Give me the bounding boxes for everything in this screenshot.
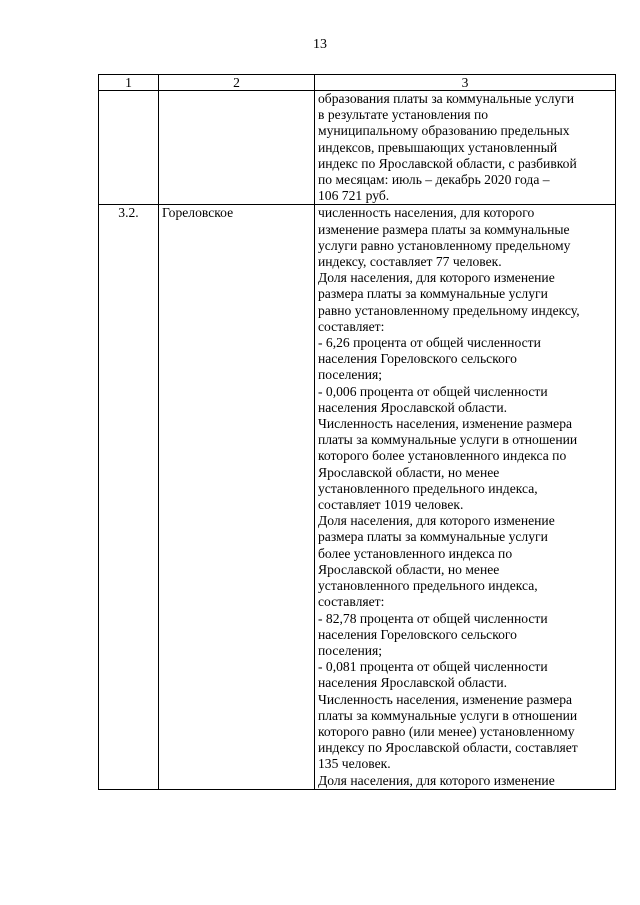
description-line: населения Ярославской области. bbox=[318, 675, 508, 691]
description-line: изменение размера платы за коммунальные bbox=[318, 221, 570, 237]
description-line: по месяцам: июль – декабрь 2020 года – bbox=[318, 172, 550, 188]
description-line: поселения; bbox=[318, 642, 383, 658]
description-line: 106 721 руб. bbox=[318, 188, 390, 204]
municipality-name-cell: Гореловское bbox=[159, 205, 315, 789]
description-line: - 6,26 процента от общей численности bbox=[318, 335, 541, 351]
description-line: населения Ярославской области. bbox=[318, 399, 508, 415]
description-line: населения Гореловского сельского bbox=[318, 351, 517, 367]
description-line: индексу, составляет 77 человек. bbox=[318, 254, 502, 270]
description-line: равно установленному предельному индексу, bbox=[318, 302, 580, 318]
description-line: Численность населения, изменение размера bbox=[318, 691, 573, 707]
description-line: установленного предельного индекса, bbox=[318, 578, 538, 594]
description-line: которого равно (или менее) установленному bbox=[318, 723, 575, 739]
description-line: более установленного индекса по bbox=[318, 545, 513, 561]
page-number: 13 bbox=[313, 37, 327, 52]
description-cell bbox=[315, 91, 616, 205]
description-line: 135 человек. bbox=[318, 756, 391, 772]
description-cell bbox=[315, 205, 616, 789]
description-line: размера платы за коммунальные услуги bbox=[318, 529, 548, 545]
column-header-2: 2 bbox=[159, 75, 315, 91]
column-header-1: 1 bbox=[99, 75, 159, 91]
description-line: индексу по Ярославской области, составляет bbox=[318, 740, 578, 756]
description-line: - 0,081 процента от общей численности bbox=[318, 659, 548, 675]
description-line: индексов, превышающих установленный bbox=[318, 139, 558, 155]
description-line: численность населения, для которого bbox=[318, 205, 535, 221]
description-line: составляет: bbox=[318, 318, 385, 334]
description-line: установленного предельного индекса, bbox=[318, 480, 538, 496]
description-line: Ярославской области, но менее bbox=[318, 561, 500, 577]
description-line: которого более установленного индекса по bbox=[318, 448, 567, 464]
description-line: образования платы за коммунальные услуги bbox=[318, 91, 575, 106]
description-line: платы за коммунальные услуги в отношении bbox=[318, 707, 578, 723]
row-number-cell bbox=[99, 91, 159, 205]
description-line: муниципальному образованию предельных bbox=[318, 123, 570, 139]
description-line: размера платы за коммунальные услуги bbox=[318, 286, 548, 302]
description-line: населения Гореловского сельского bbox=[318, 626, 517, 642]
description-line: Доля населения, для которого изменение bbox=[318, 513, 555, 529]
description-line: платы за коммунальные услуги в отношении bbox=[318, 432, 578, 448]
description-line: Численность населения, изменение размера bbox=[318, 416, 573, 432]
description-line: в результате установления по bbox=[318, 107, 489, 123]
municipality-name-cell bbox=[159, 91, 315, 205]
description-line: Ярославской области, но менее bbox=[318, 464, 500, 480]
table-header-row bbox=[99, 75, 616, 91]
description-line: составляет: bbox=[318, 594, 385, 610]
row-number-cell: 3.2. bbox=[99, 205, 159, 789]
table-row bbox=[99, 91, 616, 205]
description-line: составляет 1019 человек. bbox=[318, 497, 464, 513]
description-line: индекс по Ярославской области, с разбивкой bbox=[318, 155, 577, 171]
description-line: Доля населения, для которого изменение bbox=[318, 772, 555, 788]
description-line: - 0,006 процента от общей численности bbox=[318, 383, 548, 399]
description-line: услуги равно установленному предельному bbox=[318, 237, 571, 253]
column-header-3: 3 bbox=[315, 75, 616, 91]
table-row bbox=[99, 205, 616, 789]
description-line: - 82,78 процента от общей численности bbox=[318, 610, 548, 626]
document-table bbox=[98, 74, 616, 790]
description-line: Доля населения, для которого изменение bbox=[318, 270, 555, 286]
description-line: поселения; bbox=[318, 367, 383, 383]
